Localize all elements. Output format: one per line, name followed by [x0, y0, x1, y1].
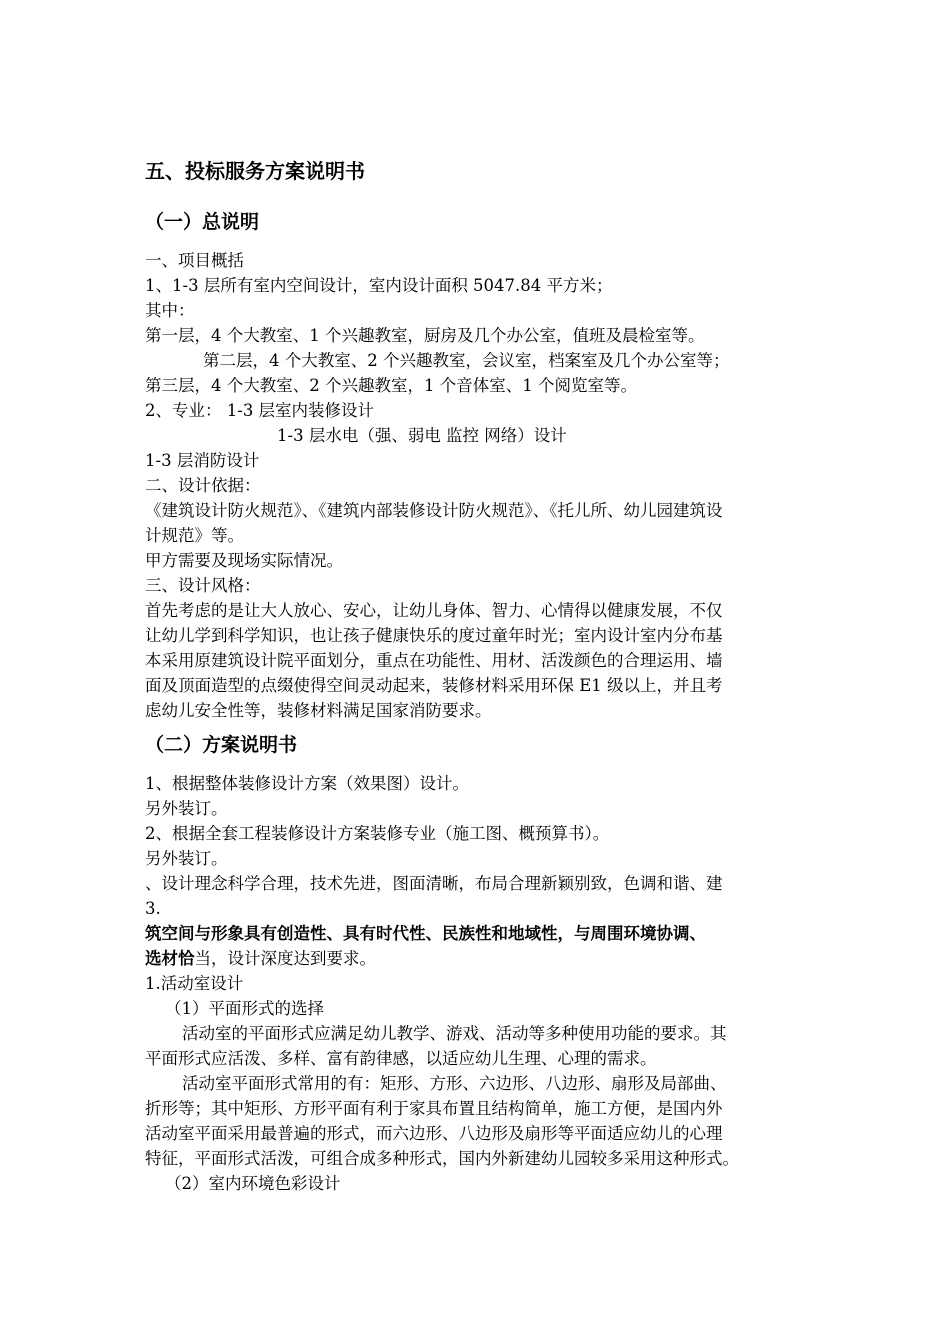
paragraph-line: 另外装订。 — [145, 849, 228, 868]
paragraph-line: 虑幼儿安全性等，装修材料满足国家消防要求。 — [145, 701, 492, 720]
paragraph-line: 三、设计风格： — [145, 576, 261, 595]
paragraph-line: 平面形式应活泼、多样、富有韵律感，以适应幼儿生理、心理的需求。 — [145, 1049, 657, 1068]
list-number: 3. — [145, 899, 161, 918]
paragraph-line: 其中： — [145, 301, 195, 320]
bold-paragraph-line: 筑空间与形象具有创造性、具有时代性、民族性和地域性，与周围环境协调、 — [145, 924, 706, 943]
paragraph-line: 、设计理念科学合理，技术先进，图面清晰，布局合理新颖别致，色调和谐、建 — [145, 874, 723, 893]
paragraph-line: 让幼儿学到科学知识，也让孩子健康快乐的度过童年时光；室内设计室内分布基 — [145, 626, 723, 645]
paragraph-line: 另外装订。 — [145, 799, 228, 818]
paragraph-line: 1、1-3 层所有室内空间设计，室内设计面积 5047.84 平方米； — [145, 276, 613, 295]
paragraph-line: 首先考虑的是让大人放心、安心，让幼儿身体、智力、心情得以健康发展，不仅 — [145, 601, 723, 620]
paragraph-line: 折形等；其中矩形、方形平面有利于家具布置且结构简单，施工方便，是国内外 — [145, 1099, 723, 1118]
paragraph-line: 1、根据整体装修设计方案（效果图）设计。 — [145, 774, 469, 793]
paragraph-line: 第二层，4 个大教室、2 个兴趣教室，会议室，档案室及几个办公室等； — [203, 351, 730, 370]
section-heading-general: （一）总说明 — [145, 211, 260, 233]
section-heading-plan: （二）方案说明书 — [145, 734, 298, 756]
paragraph-line: 二、设计依据： — [145, 476, 261, 495]
paragraph-line: 1-3 层水电（强、弱电 监控 网络）设计 — [277, 426, 567, 445]
paragraph-line: 一、项目概括 — [145, 251, 244, 270]
paragraph-line: （2）室内环境色彩设计 — [165, 1174, 341, 1193]
paragraph-line: 活动室的平面形式应满足幼儿教学、游戏、活动等多种使用功能的要求。其 — [182, 1024, 727, 1043]
paragraph-line — [145, 947, 376, 971]
paragraph-line: 特征，平面形式活泼，可组合成多种形式，国内外新建幼儿园较多采用这种形式。 — [145, 1149, 739, 1168]
paragraph-line: 本采用原建筑设计院平面划分，重点在功能性、用材、活泼颜色的合理运用、墙 — [145, 651, 723, 670]
paragraph-line: 计规范》等。 — [145, 526, 244, 545]
document-title: 五、投标服务方案说明书 — [145, 159, 365, 183]
paragraph-line: 1.活动室设计 — [145, 974, 244, 993]
paragraph-line: 2、根据全套工程装修设计方案装修专业（施工图、概预算书）。 — [145, 824, 610, 843]
paragraph-line: 第一层，4 个大教室、1 个兴趣教室，厨房及几个办公室，值班及晨检室等。 — [145, 326, 705, 345]
plain-text: 当，设计深度达到要求。 — [194, 949, 376, 968]
paragraph-line: 第三层，4 个大教室、2 个兴趣教室，1 个音体室、1 个阅览室等。 — [145, 376, 637, 395]
paragraph-line: 活动室平面采用最普遍的形式，而六边形、八边形及扇形等平面适应幼儿的心理 — [145, 1124, 723, 1143]
paragraph-line: 1-3 层消防设计 — [145, 451, 260, 470]
paragraph-line: 2、专业： 1-3 层室内装修设计 — [145, 401, 375, 420]
bold-text: 选材恰 — [145, 949, 195, 968]
paragraph-line: （1）平面形式的选择 — [165, 999, 324, 1018]
paragraph-line: 面及顶面造型的点缀使得空间灵动起来，装修材料采用环保 E1 级以上，并且考 — [145, 676, 723, 695]
paragraph-line: 甲方需要及现场实际情况。 — [145, 551, 343, 570]
paragraph-line: 活动室平面形式常用的有：矩形、方形、六边形、八边形、扇形及局部曲、 — [182, 1074, 727, 1093]
paragraph-line: 《建筑设计防火规范》、《建筑内部装修设计防火规范》、《托儿所、幼儿园建筑设 — [145, 501, 723, 520]
